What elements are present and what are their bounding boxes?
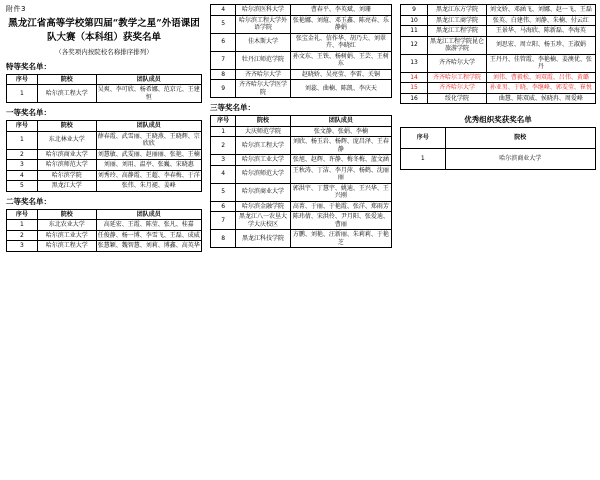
column-left	[6, 4, 202, 252]
table-row	[401, 54, 596, 72]
cell-members: 吴爽、李可欣、杨希娜、范京元、王建恒	[97, 86, 200, 101]
cell-school: 齐齐哈尔大学	[428, 54, 487, 72]
cell-members: 张英、白建伟、刘静、朱楠、付云红	[486, 15, 595, 26]
section-heading-third: 三等奖名单：	[210, 103, 255, 112]
cell-members: 张慧颖、魏智慧、刘莉、博鑫、高英华	[97, 242, 200, 250]
header-no: 序号	[211, 116, 236, 127]
table-header-row	[7, 74, 202, 85]
cell-members: 刘蕊、曲楠、陈凯、李庆天	[290, 80, 391, 98]
cell-no: 2	[211, 137, 236, 155]
cell-school: 黑龙江八一农垦大学大庆校区	[236, 212, 291, 230]
table-row-highlighted	[401, 83, 596, 94]
cell-no: 14	[401, 72, 428, 83]
cell-school: 黑龙江工程学院昆仑旅游学院	[428, 36, 487, 54]
cell-school: 黑龙江科技学院	[236, 230, 291, 248]
cell-no: 1	[7, 131, 38, 149]
header-members: 团队成员	[96, 74, 201, 85]
header-no: 序号	[7, 209, 38, 220]
cell-members: 孙文东、王铁、杨树娟、王芸、王树东	[290, 51, 391, 69]
table-row	[211, 51, 392, 69]
cell-no: 2	[7, 149, 38, 160]
attachment-label: 附件3	[6, 5, 26, 13]
section-heading-special: 特等奖名单：	[6, 61, 51, 71]
header-members: 团队成员	[96, 209, 201, 220]
header-school: 院校	[236, 116, 291, 127]
table-row	[7, 181, 202, 192]
cell-school: 黑龙江大学	[37, 181, 96, 192]
cell-school: 黑龙江工商学院	[428, 15, 487, 26]
cell-no: 8	[211, 69, 236, 80]
header-members: 团队成员	[96, 121, 201, 132]
table-row	[211, 155, 392, 166]
cell-school: 哈尔滨师范大学	[236, 165, 291, 183]
table-row	[211, 33, 392, 51]
table-row	[211, 165, 392, 183]
cell-no: 10	[401, 15, 428, 26]
organization-award-section	[400, 114, 596, 170]
table-row	[7, 149, 202, 160]
cell-members: 刘丽、刘用、温亭、张巍、宋晓惠	[96, 160, 201, 171]
header-no: 序号	[7, 121, 38, 132]
cell-school: 哈尔滨工程大学	[37, 85, 96, 103]
cell-school: 大庆师范学院	[236, 126, 291, 137]
table-row	[7, 170, 202, 181]
table-row	[211, 69, 392, 80]
table-row	[401, 36, 596, 54]
cell-no: 1	[401, 149, 446, 170]
cell-members: 高延宏、王霞、陈莹、张凡、桂嘉	[96, 220, 201, 231]
table-organization-award	[400, 127, 596, 170]
cell-no: 7	[211, 51, 236, 69]
cell-members: 刘伟、曹毅松、刘双霞、吕伟、黄璐	[486, 72, 595, 83]
cell-school: 佳木斯大学	[236, 33, 291, 51]
table-third-award-continued	[400, 4, 596, 104]
cell-no: 1	[7, 85, 38, 103]
table-row-highlighted	[401, 72, 596, 83]
cell-school: 哈尔滨工程大学	[236, 137, 291, 155]
cell-no: 13	[401, 54, 428, 72]
table-row	[401, 5, 596, 16]
cell-school: 齐齐哈尔大学医学院	[236, 80, 291, 98]
cell-school: 哈尔滨商业大学	[445, 149, 595, 170]
cell-no: 4	[211, 165, 236, 183]
table-header-row	[7, 209, 202, 220]
page-title: 黑龙江省高等学校第四届“教学之星”外语课团队大赛（本科组）获奖名单	[8, 18, 200, 43]
section-heading-organization: 优秀组织奖获奖名单	[464, 115, 532, 124]
cell-school: 哈尔滨商业大学	[37, 149, 96, 160]
table-row	[211, 183, 392, 201]
cell-no: 7	[211, 212, 236, 230]
table-row	[401, 93, 596, 104]
header-no: 序号	[7, 74, 38, 85]
cell-members: 孙亚男、于晓、李继峰、郭雯莹、崔悦	[486, 83, 595, 94]
cell-members: 刘文娇、邓涵飞、刘娜、赵一飞、王磊	[486, 5, 595, 16]
cell-school: 齐齐哈尔大学	[428, 83, 487, 94]
cell-no: 9	[211, 80, 236, 98]
cell-school: 哈尔滨工程大学	[37, 241, 96, 252]
table-row	[211, 15, 392, 33]
cell-school: 哈尔滨医科大学	[236, 5, 291, 16]
cell-members: 刘慧敏、武雯丽、赵丽丽、张艳、王楠	[97, 150, 200, 158]
cell-members: 张艳娜、刘煊、邓玉鑫、陈亮春、乐静娟	[290, 15, 391, 33]
cell-members: 刘秀玲、高静霞、王超、李春梅、于洋	[97, 171, 200, 179]
table-row	[7, 220, 202, 231]
header-school: 院校	[445, 128, 595, 149]
cell-members: 王景华、马海欣、陈新磊、李海英	[486, 26, 595, 37]
table-first-award	[6, 120, 202, 192]
page-subtitle: （各奖项内按院校名称排序排列）	[55, 47, 153, 56]
table-row	[401, 15, 596, 26]
spacer	[400, 104, 596, 110]
cell-no: 3	[7, 160, 38, 171]
cell-no: 5	[211, 15, 236, 33]
table-row	[401, 149, 596, 170]
cell-school: 黑龙江工程学院	[428, 26, 487, 37]
cell-school: 哈尔滨学院	[37, 170, 96, 181]
table-row	[7, 230, 202, 241]
table-row	[211, 5, 392, 16]
header-school: 院校	[37, 209, 96, 220]
table-header-row	[7, 121, 202, 132]
cell-school: 齐齐哈尔大学	[236, 69, 291, 80]
table-row	[211, 212, 392, 230]
table-second-award-continued	[210, 4, 392, 98]
table-row	[7, 160, 202, 171]
cell-school: 齐齐哈尔工程学院	[428, 72, 487, 83]
header-school: 院校	[37, 74, 96, 85]
cell-no: 16	[401, 93, 428, 104]
table-row	[211, 201, 392, 212]
table-row	[401, 26, 596, 37]
cell-members: 陈玮倩、宋洪伶、尹月阳、张爱迪、曹丽	[290, 212, 391, 230]
table-row	[7, 85, 202, 103]
table-row	[7, 241, 202, 252]
cell-no: 8	[211, 230, 236, 248]
cell-no: 1	[7, 220, 38, 231]
cell-school: 黑龙江东方学院	[428, 5, 487, 16]
column-right	[400, 4, 596, 170]
table-row	[211, 126, 392, 137]
header-no: 序号	[401, 128, 446, 149]
cell-members: 任俊静、杨一博、李雪飞、王磊、成威	[97, 231, 200, 239]
section-heading-first: 一等奖名单：	[6, 108, 51, 118]
cell-no: 1	[211, 126, 236, 137]
cell-no: 4	[7, 170, 38, 181]
cell-members: 方鹏、刘艳、汪新丽、朱莉莉、于艳芝	[290, 230, 391, 248]
header-members: 团队成员	[290, 116, 391, 127]
page-columns	[6, 4, 594, 252]
cell-school: 哈尔滨工业大学	[236, 155, 291, 166]
cell-school: 东北林业大学	[37, 131, 96, 149]
cell-no: 12	[401, 36, 428, 54]
cell-members: 王丹丹、佳管霞、李艳楠、姜澳优、张丹	[486, 54, 595, 72]
cell-school: 哈尔滨工业大学	[37, 230, 96, 241]
cell-no: 4	[211, 5, 236, 16]
cell-no: 5	[211, 183, 236, 201]
cell-no: 3	[211, 155, 236, 166]
table-row	[211, 230, 392, 248]
column-middle	[210, 4, 392, 248]
cell-no: 2	[7, 230, 38, 241]
header-school: 院校	[37, 121, 96, 132]
table-row	[211, 137, 392, 155]
cell-school: 哈尔滨金融学院	[236, 201, 291, 212]
cell-members: 赵晓娇、吴亮莹、李雷、关铜	[290, 69, 391, 80]
cell-no: 9	[401, 5, 428, 16]
cell-members: 高菁、于丽、于艳霞、张洋、郑雨芳	[290, 201, 391, 212]
cell-members: 张文静、张娟、李楠	[290, 126, 391, 137]
table-special-award	[6, 74, 202, 104]
cell-school: 哈尔滨师范大学	[37, 160, 96, 171]
table-third-award	[210, 115, 392, 248]
section-heading-second: 二等奖名单：	[6, 196, 51, 206]
cell-members: 王秋涛、丁洁、李月萍、杨鹤、沈丽丽	[290, 165, 391, 183]
table-header-row	[211, 116, 392, 127]
table-header-row	[401, 128, 596, 149]
cell-members: 薛春霞、武雪丽、王晓燕、王晓辉、宗欣欣	[97, 132, 200, 148]
cell-members: 张伟、朱月褪、姜峰	[96, 181, 201, 192]
table-second-award	[6, 209, 202, 252]
cell-members: 郭洪宇、丁慧宇、姚迪、王兴华、王兴刚	[290, 183, 391, 201]
cell-no: 11	[401, 26, 428, 37]
cell-school: 哈尔滨工程大学外语学院	[236, 15, 291, 33]
cell-no: 6	[211, 201, 236, 212]
cell-no: 6	[211, 33, 236, 51]
cell-no: 5	[7, 181, 38, 192]
cell-members: 张宝金礼、信作华、胡乃夫、刘翠卉、李晓红	[290, 33, 391, 51]
cell-school: 绥化学院	[428, 93, 487, 104]
cell-members: 刘欣、杨玉岩、杨辉、庞昌泽、王春静	[290, 137, 391, 155]
cell-school: 哈尔滨商业大学	[236, 183, 291, 201]
cell-members: 曲慧、陈双威、侯晓冉、周爱峰	[486, 93, 595, 104]
cell-school: 东北农业大学	[37, 220, 96, 231]
cell-no: 3	[7, 241, 38, 252]
table-row	[7, 131, 202, 149]
cell-members: 张旭、赵辉、许静、梅冬梅、蓝文涵	[290, 155, 391, 166]
table-row	[211, 80, 392, 98]
cell-members: 曹春平、李英斌、刘珊	[290, 5, 391, 16]
cell-school: 牡丹江师范学院	[236, 51, 291, 69]
cell-no: 15	[401, 83, 428, 94]
cell-members: 刘思宏、周立阳、杨玉珍、王淑娟	[486, 36, 595, 54]
